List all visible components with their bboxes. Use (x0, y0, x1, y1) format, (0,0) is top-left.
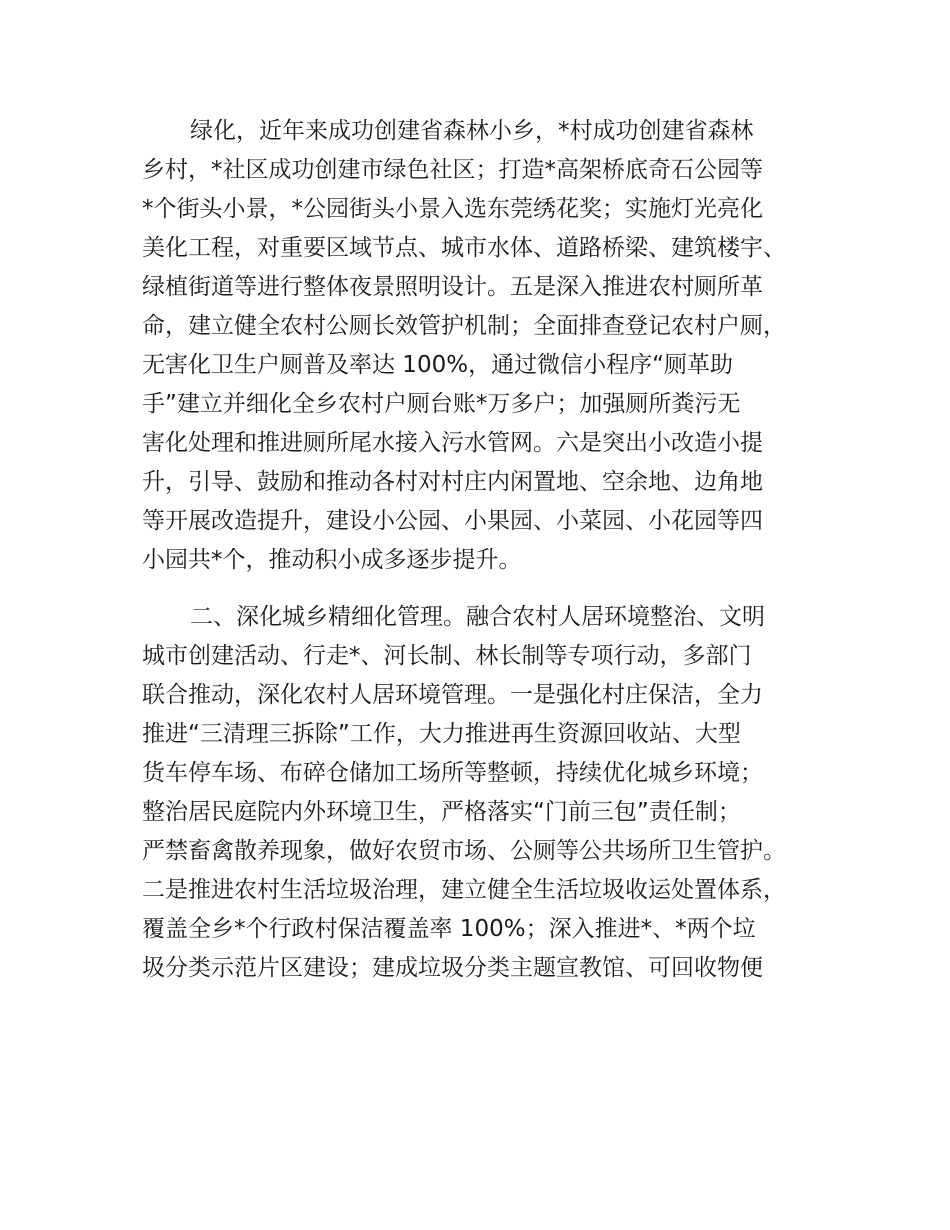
text-line: 命，建立健全农村公厕长效管护机制；全面排查登记农村户厕， (142, 313, 786, 339)
text-line: 无害化卫生户厕普及率达 100%，通过微信小程序“厕革助 (142, 352, 733, 378)
text-line: 二是推进农村生活垃圾治理，建立健全生活垃圾收运处置体系， (142, 877, 786, 903)
text-line: 美化工程，对重要区域节点、城市水体、道路桥梁、建筑楼宇、 (142, 235, 786, 261)
text-line: 害化处理和推进厕所尾水接入污水管网。六是突出小改造小提 (142, 430, 763, 456)
text-line: 联合推动，深化农村人居环境管理。一是强化村庄保洁，全力 (142, 682, 763, 708)
paragraph-2 (142, 598, 832, 988)
text-line: 圾分类示范片区建设；建成垃圾分类主题宣教馆、可回收物便 (142, 955, 763, 981)
text-line: 推进“三清理三拆除”工作，大力推进再生资源回收站、大型 (142, 721, 741, 747)
text-line: 绿植街道等进行整体夜景照明设计。五是深入推进农村厕所革 (142, 274, 763, 300)
text-line: 升，引导、鼓励和推动各村对村庄内闲置地、空余地、边角地 (142, 469, 763, 495)
paragraph-spacer (142, 580, 832, 598)
text-line: 等开展改造提升，建设小公园、小果园、小菜园、小花园等四 (142, 508, 763, 534)
text-line: 城市创建活动、行走*、河长制、林长制等专项行动，多部门 (142, 643, 752, 669)
text-line: 小园共*个，推动积小成多逐步提升。 (142, 547, 522, 573)
text-line: *个街头小景，*公园街头小景入选东莞绣花奖；实施灯光亮化 (142, 196, 763, 222)
paragraph-1 (142, 112, 832, 580)
text-line: 货车停车场、布碎仓储加工场所等整顿，持续优化城乡环境； (142, 760, 763, 786)
text-line: 乡村，*社区成功创建市绿色社区；打造*高架桥底奇石公园等 (142, 157, 763, 183)
text-line: 覆盖全乡*个行政村保洁覆盖率 100%；深入推进*、*两个垃 (142, 916, 756, 942)
text-line: 绿化，近年来成功创建省森林小乡，*村成功创建省森林 (190, 118, 754, 144)
text-line: 二、深化城乡精细化管理。融合农村人居环境整治、文明 (190, 604, 765, 630)
text-line: 整治居民庭院内外环境卫生，严格落实“门前三包”责任制； (142, 799, 741, 825)
text-line: 严禁畜禽散养现象，做好农贸市场、公厕等公共场所卫生管护。 (142, 838, 786, 864)
text-line: 手”建立并细化全乡农村户厕台账*万多户；加强厕所粪污无 (142, 391, 741, 417)
document-body (142, 112, 832, 988)
